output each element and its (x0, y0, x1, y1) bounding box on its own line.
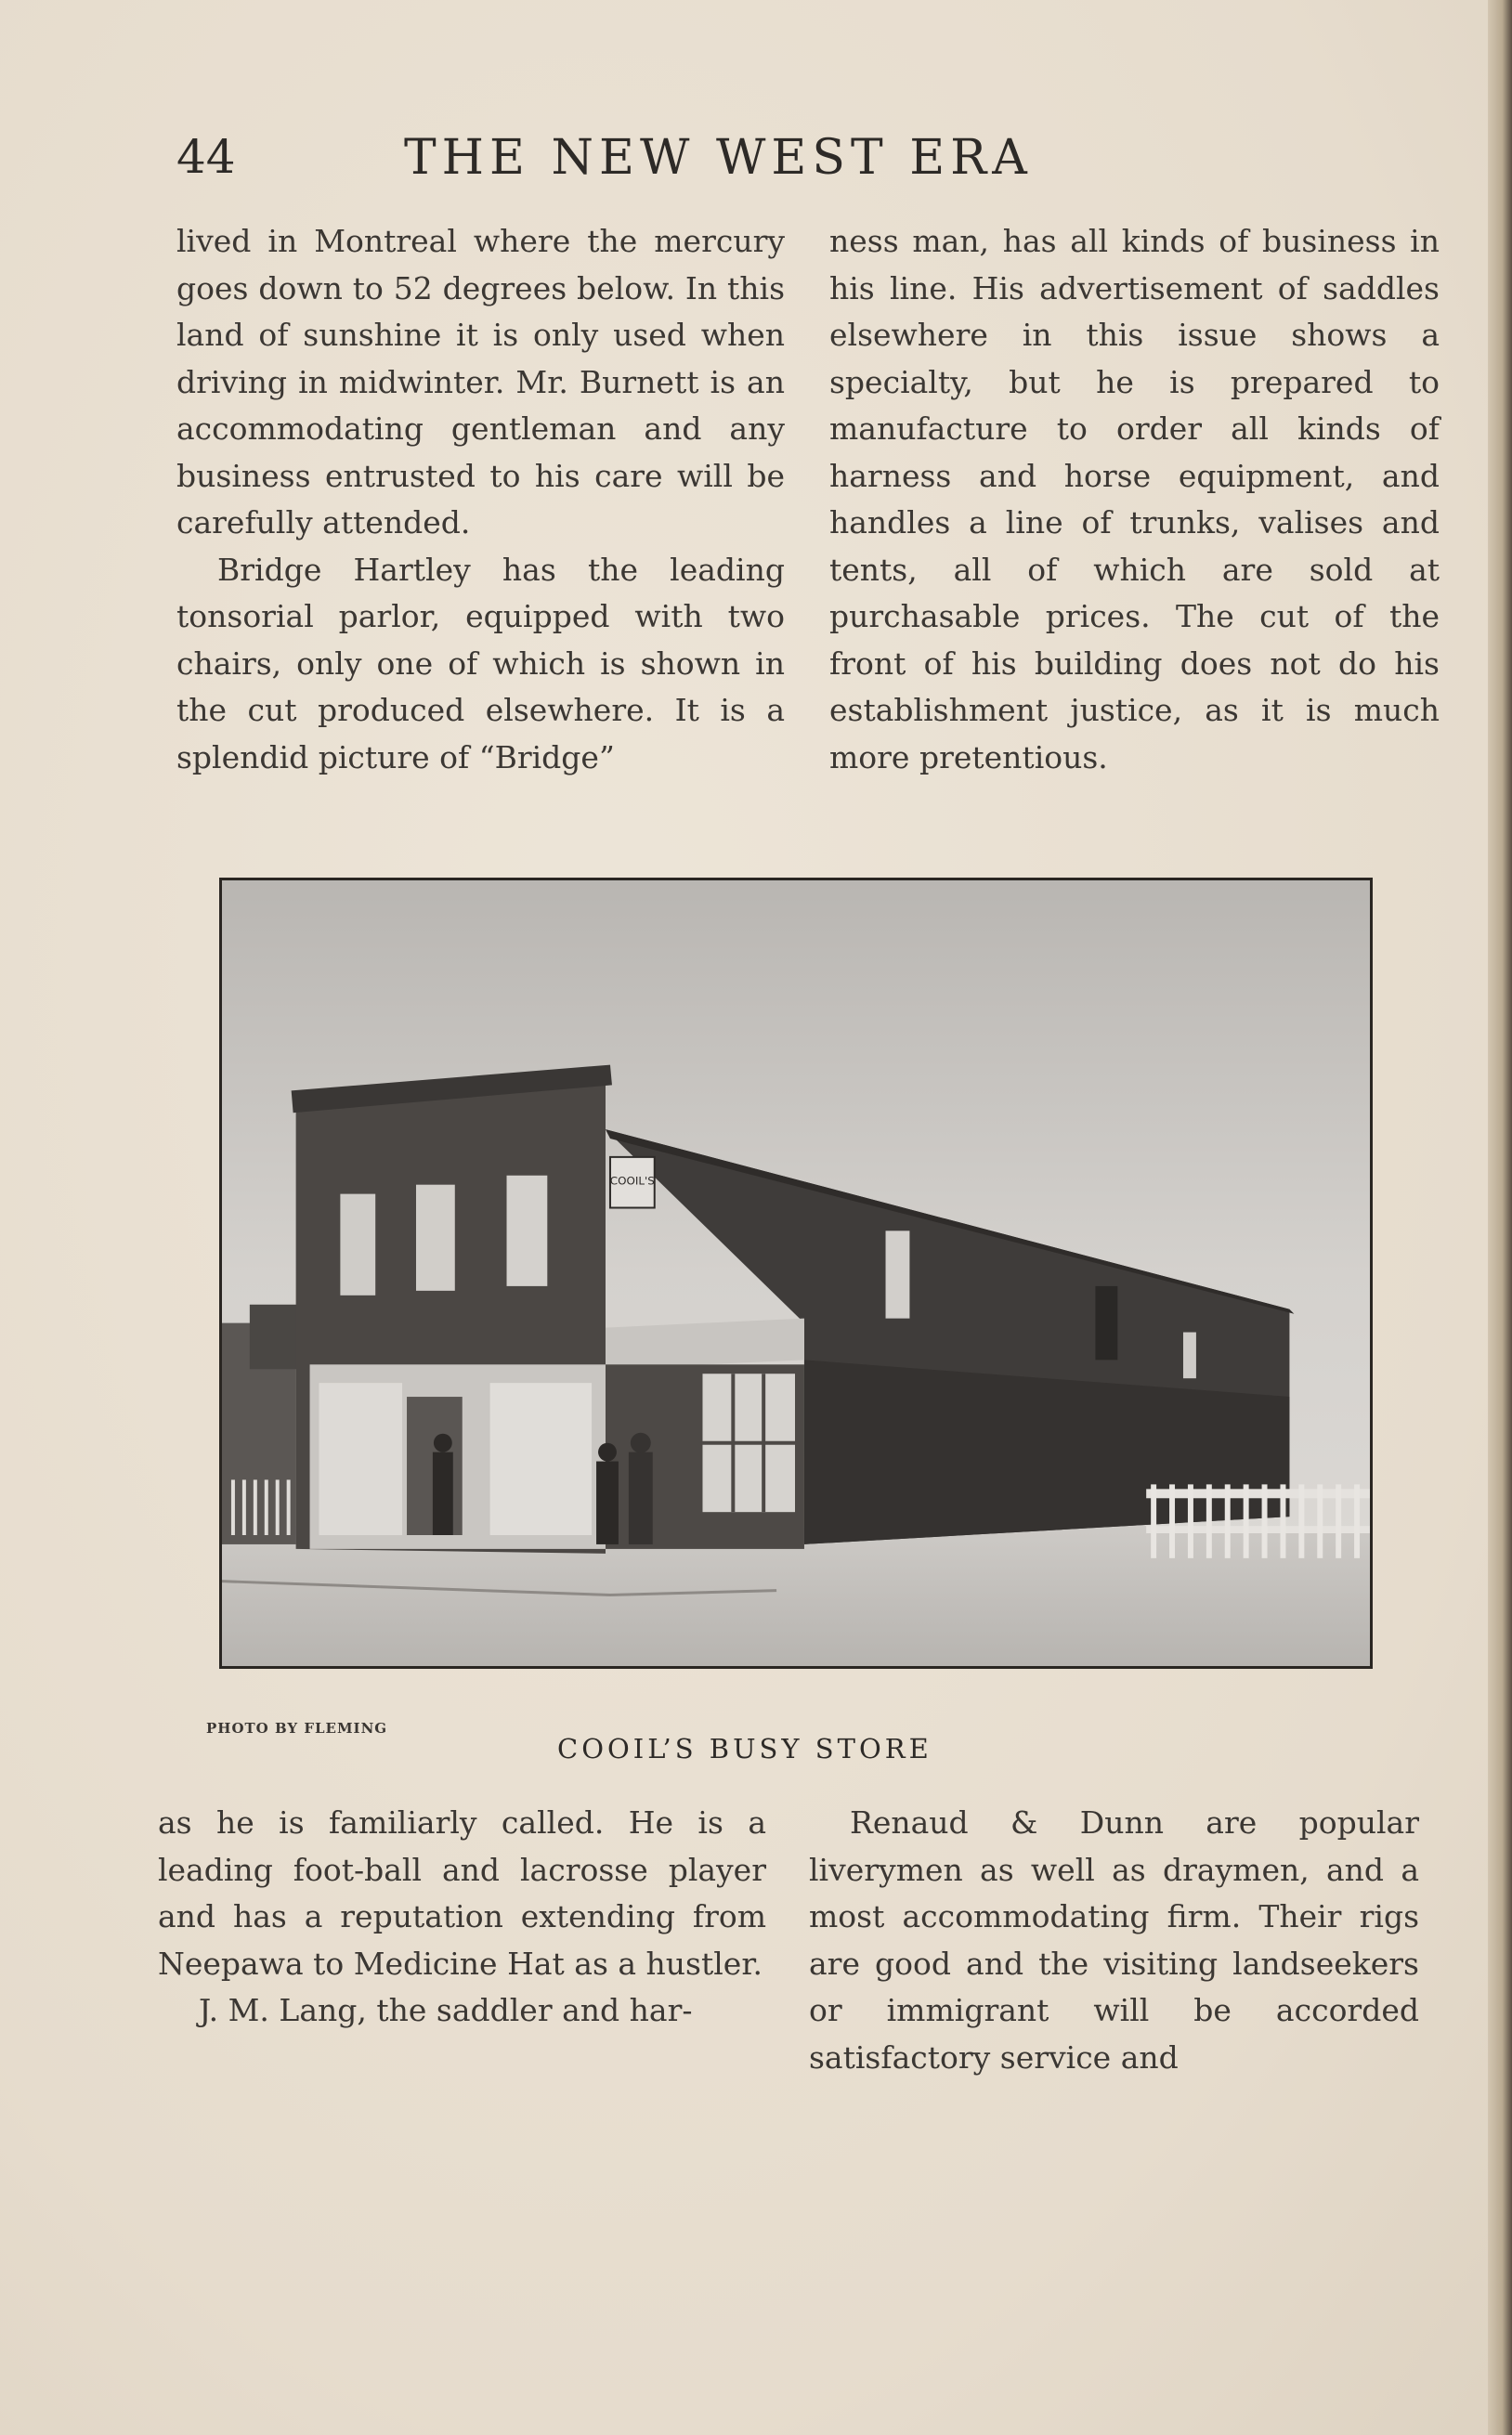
photo-caption: COOIL’S BUSY STORE (557, 1733, 932, 1764)
journal-title: THE NEW WEST ERA (404, 130, 1033, 186)
column-top-right (829, 218, 1440, 781)
store-sign: COOIL'S (609, 1174, 655, 1188)
paragraph: J. M. Lang, the saddler and har- (199, 1992, 693, 2028)
paragraph: ness man, has all kinds of business in his line. His advertisement of saddles elsewhere in this issue shows a specialty, but he is prepared to manufacture to order all kinds of harness and horse equipment, and handles a line of trunks, valises and tents, all of which are sold at purchasable prices. The cut of the front of his building does not do his establishment justice, as it is much more pretentious. (829, 223, 1440, 775)
photo-credit: PHOTO BY FLEMING (206, 1720, 388, 1737)
paragraph: Bridge Hartley has the leading tonsorial parlor, equipped with two chairs, only one of which is shown in the cut produced elsewhere. It is a splendid picture of “Bridge” (176, 551, 785, 775)
paragraph: Renaud & Dunn are popular liverymen as well as draymen, and a most accommodating firm. Their rigs are good and the visiting landseekers or immigrant will be accorded satisfactory service and (809, 1804, 1419, 2076)
page-header (176, 130, 1291, 186)
store-photo (219, 878, 1373, 1669)
page-number: 44 (176, 130, 236, 184)
paragraph: as he is familiarly called. He is a leading foot-ball and lacrosse player and has a reputation extending from Neepawa to Medicine Hat as a hustler. (158, 1804, 766, 1982)
column-top-left (176, 218, 785, 781)
page-edge-shadow (1488, 0, 1512, 2435)
paragraph: lived in Montreal where the mercury goes down to 52 degrees below. In this land of sunshine it is only used when driving in midwinter. Mr. Burnett is an accommodating gentleman and any business entrusted to his care will be carefully attended. (176, 223, 785, 540)
column-bottom-left (158, 1800, 766, 2035)
column-bottom-right (809, 1800, 1419, 2081)
